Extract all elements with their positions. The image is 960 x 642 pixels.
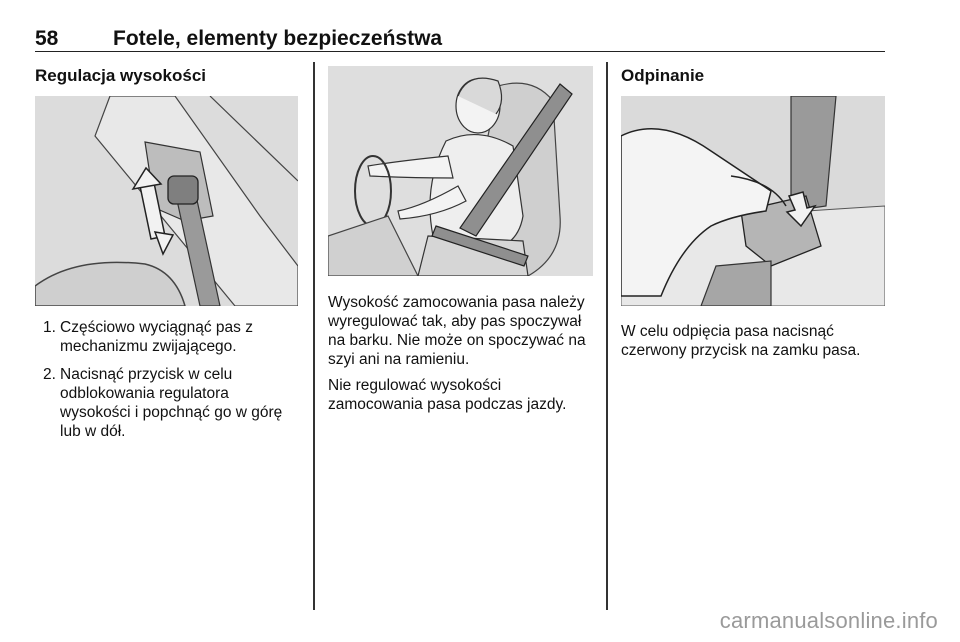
column-divider-left <box>313 62 315 610</box>
adjustment-steps <box>35 318 300 450</box>
step-text: Nacisnąć przycisk w celu odblokowania regulatora wysokości i popchnąć go w górę lub w dół. <box>60 366 283 440</box>
paragraph-no-adjust-while-driving: Nie regulować wysokości zamocowania pasa podczas jazdy. <box>328 377 567 413</box>
paragraph-release-instruction: W celu odpięcia pasa nacisnąć czerwony przycisk na zamku pasa. <box>621 323 861 359</box>
paragraph-belt-position: Wysokość zamocowania pasa należy wyregulować tak, aby pas spoczywał na barku. Nie może on spoczywać na szyi ani na ramieniu. <box>328 294 586 368</box>
column-divider-right <box>606 62 608 610</box>
right-text <box>621 322 885 367</box>
watermark: carmanualsonline.info <box>719 608 938 633</box>
middle-text <box>328 293 596 421</box>
page-header <box>35 27 885 52</box>
figure-buckle-release <box>621 96 885 306</box>
list-item <box>35 318 300 356</box>
chapter-title: Fotele, elementy bezpieczeństwa <box>113 27 443 50</box>
section-title-unfastening: Odpinanie <box>621 66 705 85</box>
page-number: 58 <box>35 27 59 50</box>
figure-driver-seatbelt <box>328 66 593 276</box>
step-number: 1. <box>43 319 56 336</box>
step-number: 2. <box>43 366 56 383</box>
step-text: Częściowo wyciągnąć pas z mechanizmu zwijającego. <box>60 319 253 355</box>
section-title-height-adjustment: Regulacja wysokości <box>35 66 207 85</box>
list-item <box>35 365 300 441</box>
figure-height-adjuster <box>35 96 298 306</box>
